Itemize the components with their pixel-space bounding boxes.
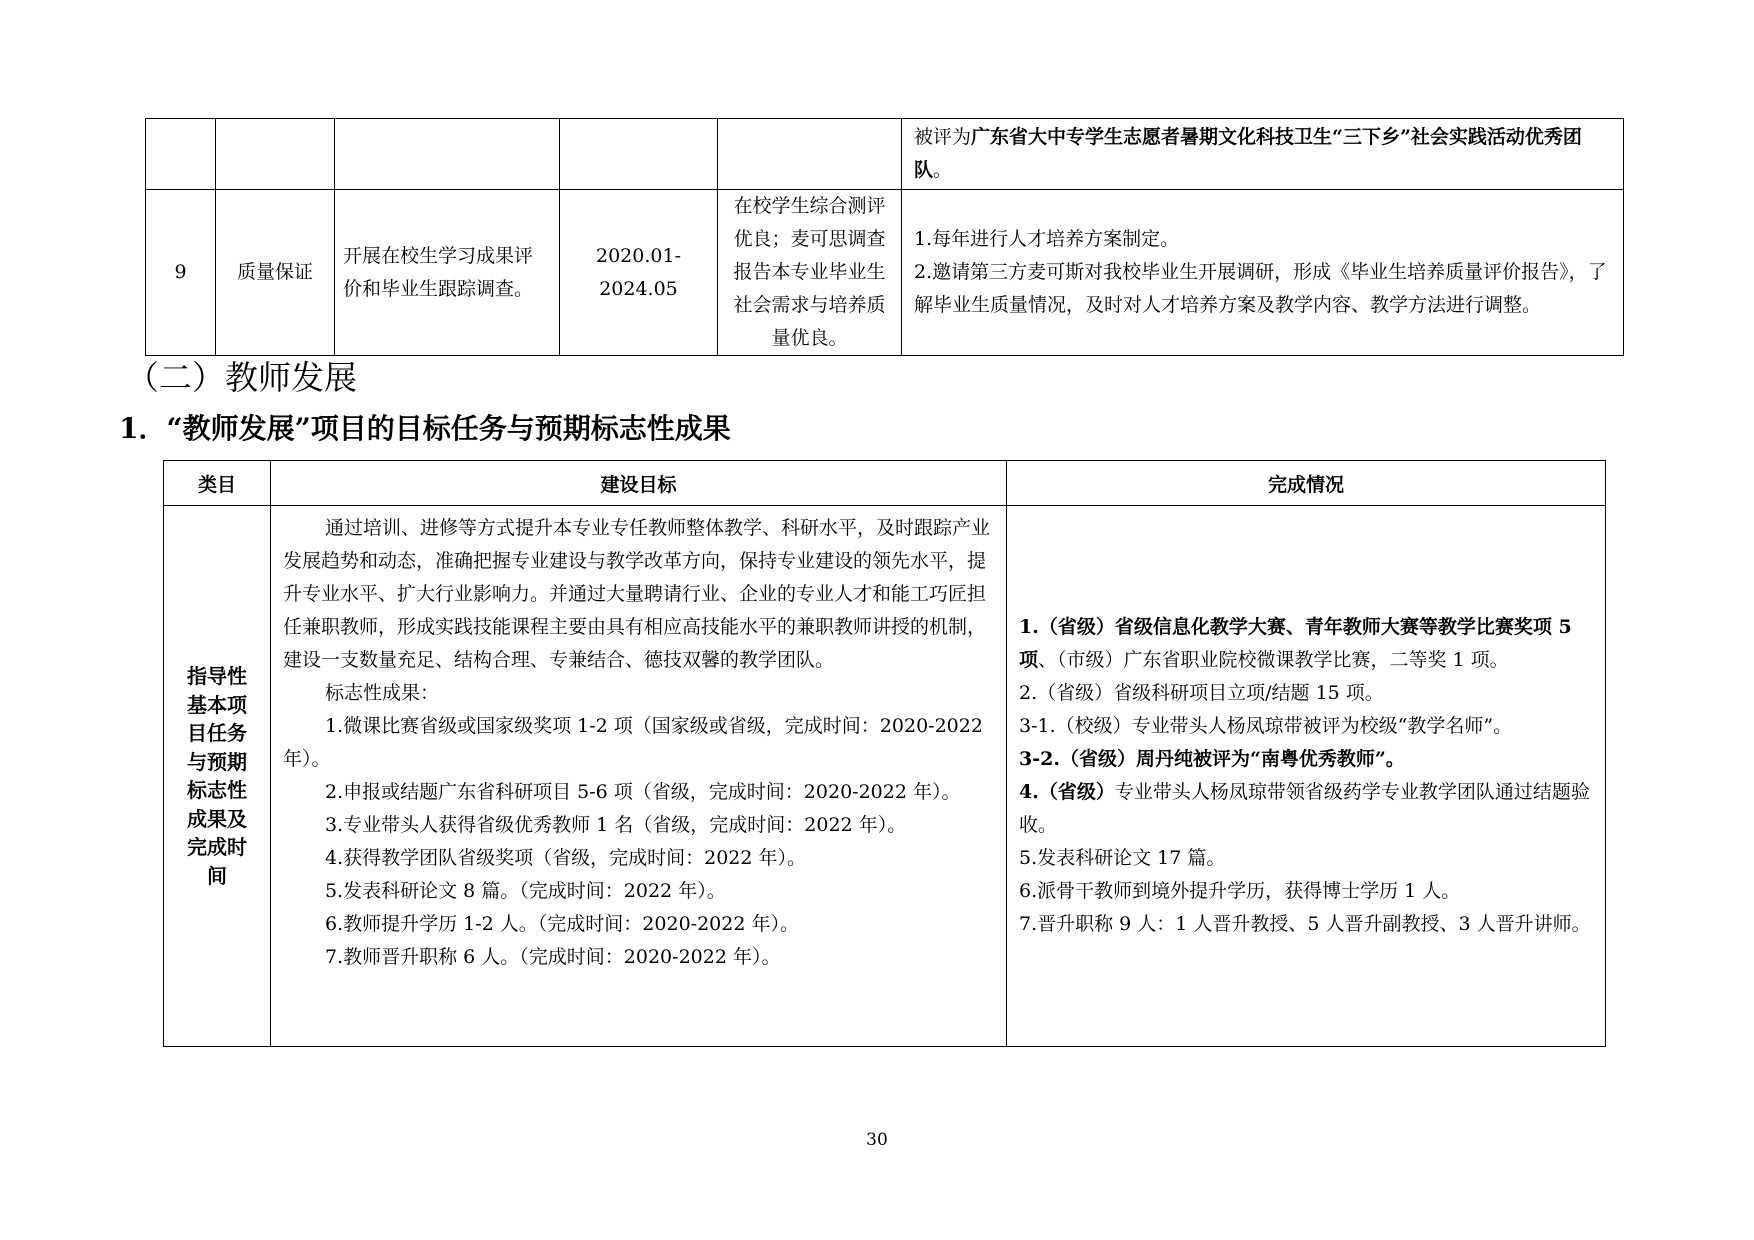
completion-item: 6.派骨干教师到境外提升学历，获得博士学历 1 人。 <box>1019 880 1461 902</box>
completion-text: 专业带头人杨凤琼带领省级药学专业教学团队通过结题验收。 <box>1019 781 1590 836</box>
table-cell <box>216 119 335 190</box>
sub-heading: 1．“教师发展”项目的目标任务与预期标志性成果 <box>119 412 731 445</box>
row-content: 开展在校生学习成果评价和毕业生跟踪调查。 <box>335 190 560 356</box>
header-category: 类目 <box>164 461 271 506</box>
goal-item: 6.教师提升学历 1-2 人。（完成时间：2020-2022 年）。 <box>325 913 799 935</box>
goal-label: 标志性成果： <box>325 682 440 704</box>
table-row <box>146 119 1624 190</box>
goal-cell <box>271 506 1007 1047</box>
award-pre: 被评为 <box>914 126 972 148</box>
teacher-development-table <box>163 460 1606 1047</box>
completion-item: 5.发表科研论文 17 篇。 <box>1019 847 1226 869</box>
goal-item: 2.申报或结题广东省科研项目 5-6 项（省级，完成时间：2020-2022 年）。 <box>325 781 961 803</box>
page-number: 30 <box>866 1130 888 1150</box>
completion-line: 1.每年进行人才培养方案制定。 <box>914 228 1180 250</box>
table-cell <box>146 119 216 190</box>
award-bold: 广东省大中专学生志愿者暑期文化科技卫生“三下乡”社会实践活动优秀团队 <box>914 126 1582 181</box>
goal-item: 3.专业带头人获得省级优秀教师 1 名（省级，完成时间：2022 年）。 <box>325 814 907 836</box>
goal-item: 5.发表科研论文 8 篇。（完成时间：2022 年）。 <box>325 880 726 902</box>
row-target: 在校学生综合测评优良；麦可思调查报告本专业毕业生社会需求与培养质量优良。 <box>718 190 902 356</box>
completion-line: 2.邀请第三方麦可斯对我校毕业生开展调研，形成《毕业生培养质量评价报告》，了解毕业生质量情况，及时对人才培养方案及教学内容、教学方法进行调整。 <box>914 261 1607 316</box>
completion-bold: 1.（省级）省级信息化教学大赛、青年教师大赛等教学比赛奖项 5 项 <box>1019 616 1572 671</box>
table-cell <box>560 119 718 190</box>
quality-table <box>145 118 1624 356</box>
row-category: 质量保证 <box>216 190 335 356</box>
row-period: 2020.01-2024.05 <box>560 190 718 356</box>
goal-item: 7.教师晋升职称 6 人。（完成时间：2020-2022 年）。 <box>325 946 781 968</box>
table-cell <box>718 119 902 190</box>
row-completion <box>902 190 1624 356</box>
completion-item: 7.晋升职称 9 人：1 人晋升教授、5 人晋升副教授、3 人晋升讲师。 <box>1019 913 1591 935</box>
header-completion: 完成情况 <box>1007 461 1606 506</box>
completion-item: 3-2.（省级）周丹纯被评为“南粤优秀教师”。 <box>1019 748 1405 770</box>
goal-intro: 通过培训、进修等方式提升本专业专任教师整体教学、科研水平，及时跟踪产业发展趋势和动态，准确把握专业建设与教学改革方向，保持专业建设的领先水平，提升专业水平、扩大行业影响力。并通过大量聘请行业、企业的专业人才和能工巧匠担任兼职教师，形成实践技能课程主要由具有相应高技能水平的兼职教师讲授的机制，建设一支数量充足、结构合理、专兼结合、德技双馨的教学团队。 <box>283 517 991 671</box>
completion-item <box>1019 611 1595 677</box>
completion-item: 3-1.（校级）专业带头人杨凤琼带被评为校级“教学名师”。 <box>1019 715 1513 737</box>
completion-cell <box>902 119 1624 190</box>
category-label: 指导性基本项目任务与预期标志性成果及完成时间 <box>187 664 247 888</box>
row-number: 9 <box>146 190 216 356</box>
completion-item: 2.（省级）省级科研项目立项/结题 15 项。 <box>1019 682 1384 704</box>
header-goal: 建设目标 <box>271 461 1007 506</box>
table-header-row <box>164 461 1606 506</box>
table-row <box>164 506 1606 1047</box>
completion-bold: 4.（省级） <box>1019 781 1115 803</box>
award-post: 。 <box>933 159 953 181</box>
table-cell <box>335 119 560 190</box>
goal-item: 4.获得教学团队省级奖项（省级，完成时间：2022 年）。 <box>325 847 807 869</box>
section-heading: （二）教师发展 <box>126 358 357 397</box>
completion-text: 、（市级）广东省职业院校微课教学比赛，二等奖 1 项。 <box>1038 649 1509 671</box>
goal-item: 1.微课比赛省级或国家级奖项 1-2 项（国家级或省级，完成时间：2020-2022 年）。 <box>283 715 983 770</box>
completion-cell <box>1007 506 1606 1047</box>
category-cell <box>164 506 271 1047</box>
table-row <box>146 190 1624 356</box>
completion-item <box>1019 776 1595 842</box>
